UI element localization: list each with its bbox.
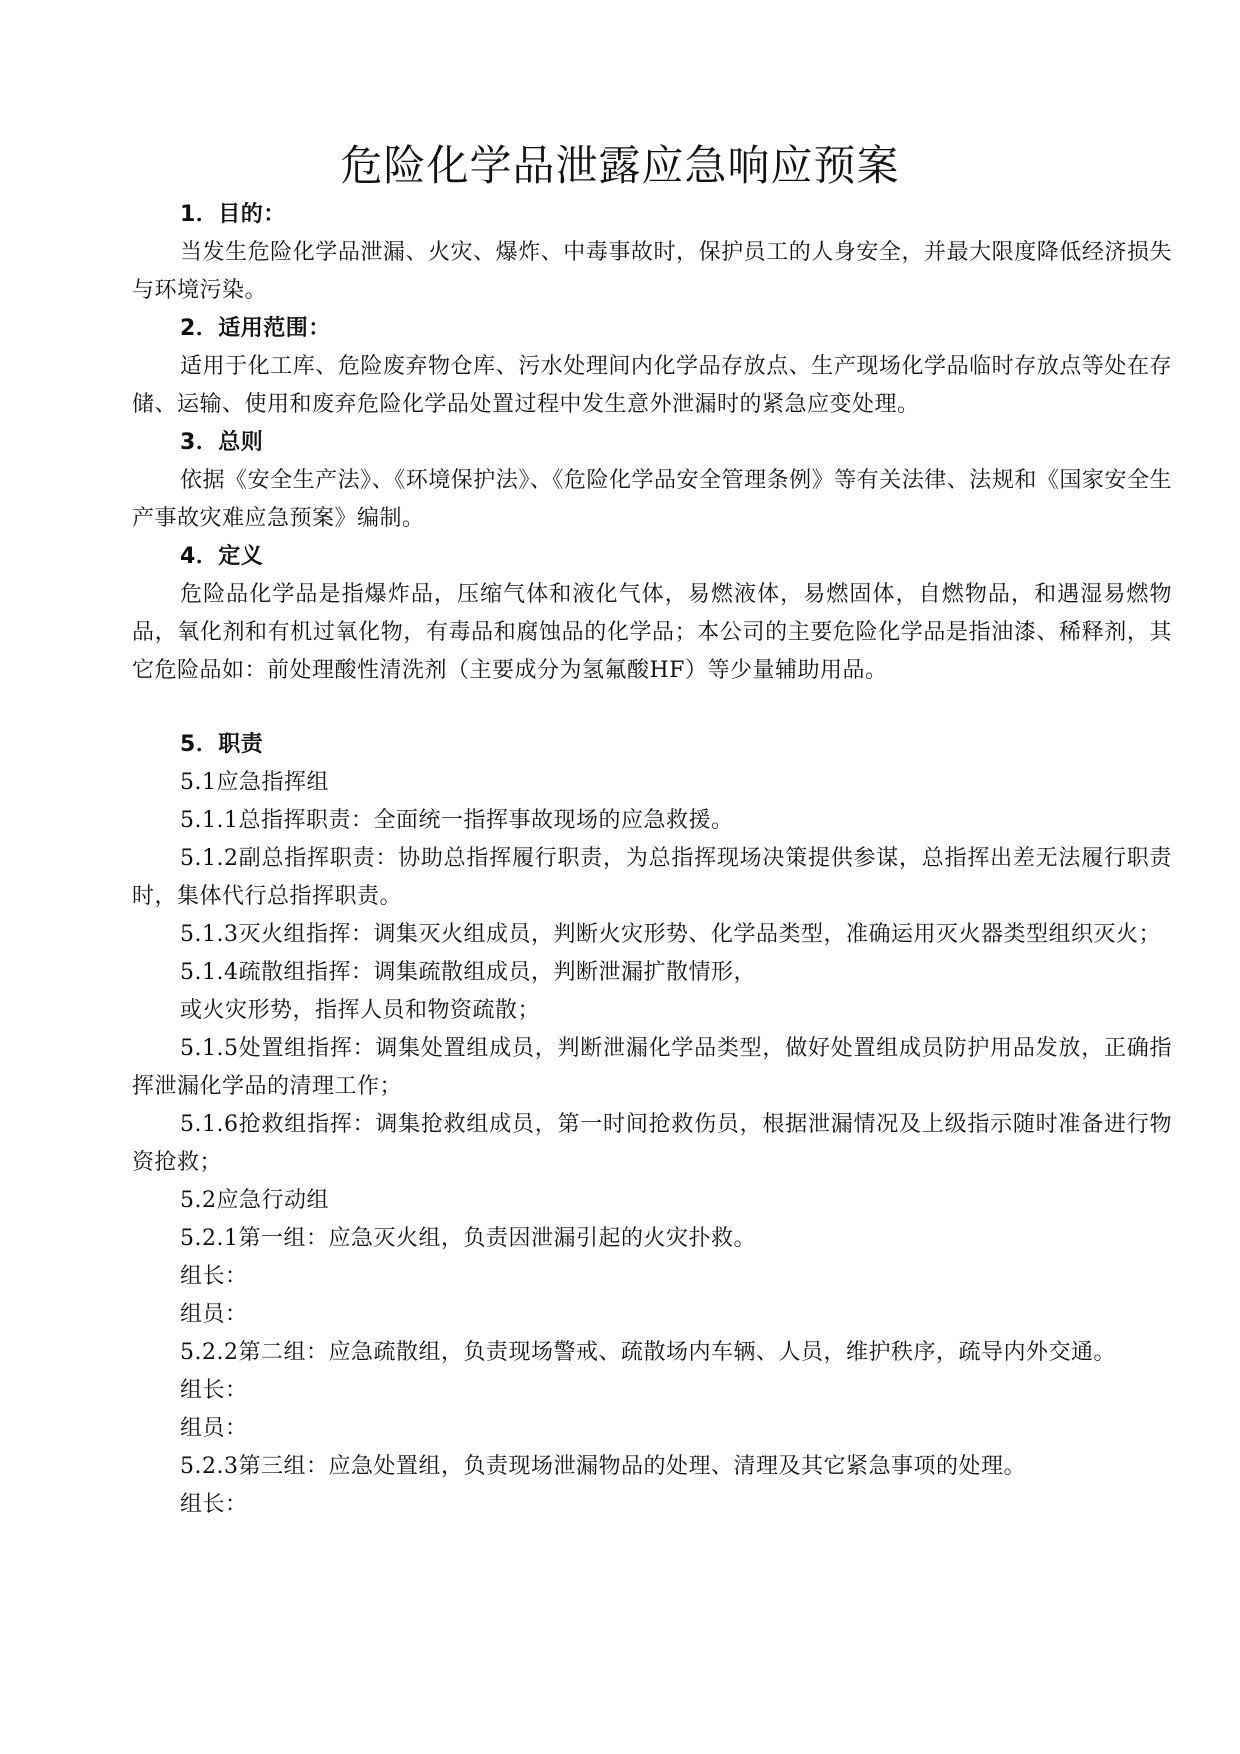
group-leader-1: 组长： — [180, 1264, 248, 1289]
spacer — [132, 690, 1172, 726]
section-heading-scope: 2．适用范围： — [180, 316, 331, 341]
paragraph-5-1-4a: 5.1.4疏散组指挥：调集疏散组成员，判断泄漏扩散情形， — [180, 960, 756, 985]
paragraph-5-2-2: 5.2.2第二组：应急疏散组，负责现场警戒、疏散场内车辆、人员，维护秩序，疏导内外交通。 — [180, 1340, 1116, 1365]
document-body — [132, 196, 1172, 1524]
paragraph-5-1: 5.1应急指挥组 — [180, 770, 329, 795]
paragraph-5-1-3: 5.1.3灭火组指挥：调集灭火组成员，判断火灾形势、化学品类型，准确运用灭火器类型组织灭火； — [180, 922, 1161, 947]
paragraph-5-1-5: 5.1.5处置组指挥：调集处置组成员，判断泄漏化学品类型，做好处置组成员防护用品发放，正确指挥泄漏化学品的清理工作； — [132, 1036, 1172, 1099]
group-member-2: 组员： — [180, 1416, 248, 1441]
paragraph-5-1-2: 5.1.2副总指挥职责：协助总指挥履行职责，为总指挥现场决策提供参谋，总指挥出差无法履行职责时，集体代行总指挥职责。 — [132, 846, 1172, 909]
paragraph-5-2-1: 5.2.1第一组：应急灭火组，负责因泄漏引起的火灾扑救。 — [180, 1226, 756, 1251]
group-leader-2: 组长： — [180, 1378, 248, 1403]
section-heading-general: 3．总则 — [180, 430, 264, 455]
paragraph-definition: 危险品化学品是指爆炸品，压缩气体和液化气体，易燃液体，易燃固体，自燃物品，和遇湿易燃物品，氧化剂和有机过氧化物，有毒品和腐蚀品的化学品；本公司的主要危险化学品是指油漆、稀释剂，其它危险品如：前处理酸性清洗剂（主要成分为氢氟酸HF）等少量辅助用品。 — [132, 582, 1172, 683]
group-leader-3: 组长： — [180, 1492, 248, 1517]
section-heading-duties: 5．职责 — [180, 732, 264, 757]
section-heading-purpose: 1．目的： — [180, 202, 286, 227]
paragraph-purpose: 当发生危险化学品泄漏、火灾、爆炸、中毒事故时，保护员工的人身安全，并最大限度降低经济损失与环境污染。 — [132, 240, 1172, 303]
paragraph-5-2: 5.2应急行动组 — [180, 1188, 329, 1213]
paragraph-5-2-3: 5.2.3第三组：应急处置组，负责现场泄漏物品的处理、清理及其它紧急事项的处理。 — [180, 1454, 1026, 1479]
paragraph-5-1-6: 5.1.6抢救组指挥：调集抢救组成员，第一时间抢救伤员，根据泄漏情况及上级指示随时准备进行物资抢救； — [132, 1112, 1172, 1175]
paragraph-5-1-4b: 或火灾形势，指挥人员和物资疏散； — [180, 998, 541, 1023]
paragraph-scope: 适用于化工库、危险废弃物仓库、污水处理间内化学品存放点、生产现场化学品临时存放点等处在存储、运输、使用和废弃危险化学品处置过程中发生意外泄漏时的紧急应变处理。 — [132, 354, 1172, 417]
section-heading-definition: 4．定义 — [180, 544, 264, 569]
group-member-1: 组员： — [180, 1302, 248, 1327]
paragraph-5-1-1: 5.1.1总指挥职责：全面统一指挥事故现场的应急救援。 — [180, 808, 734, 833]
document-title: 危险化学品泄露应急响应预案 — [340, 141, 900, 190]
paragraph-general: 依据《安全生产法》、《环境保护法》、《危险化学品安全管理条例》等有关法律、法规和《国家安全生产事故灾难应急预案》编制。 — [132, 468, 1172, 531]
